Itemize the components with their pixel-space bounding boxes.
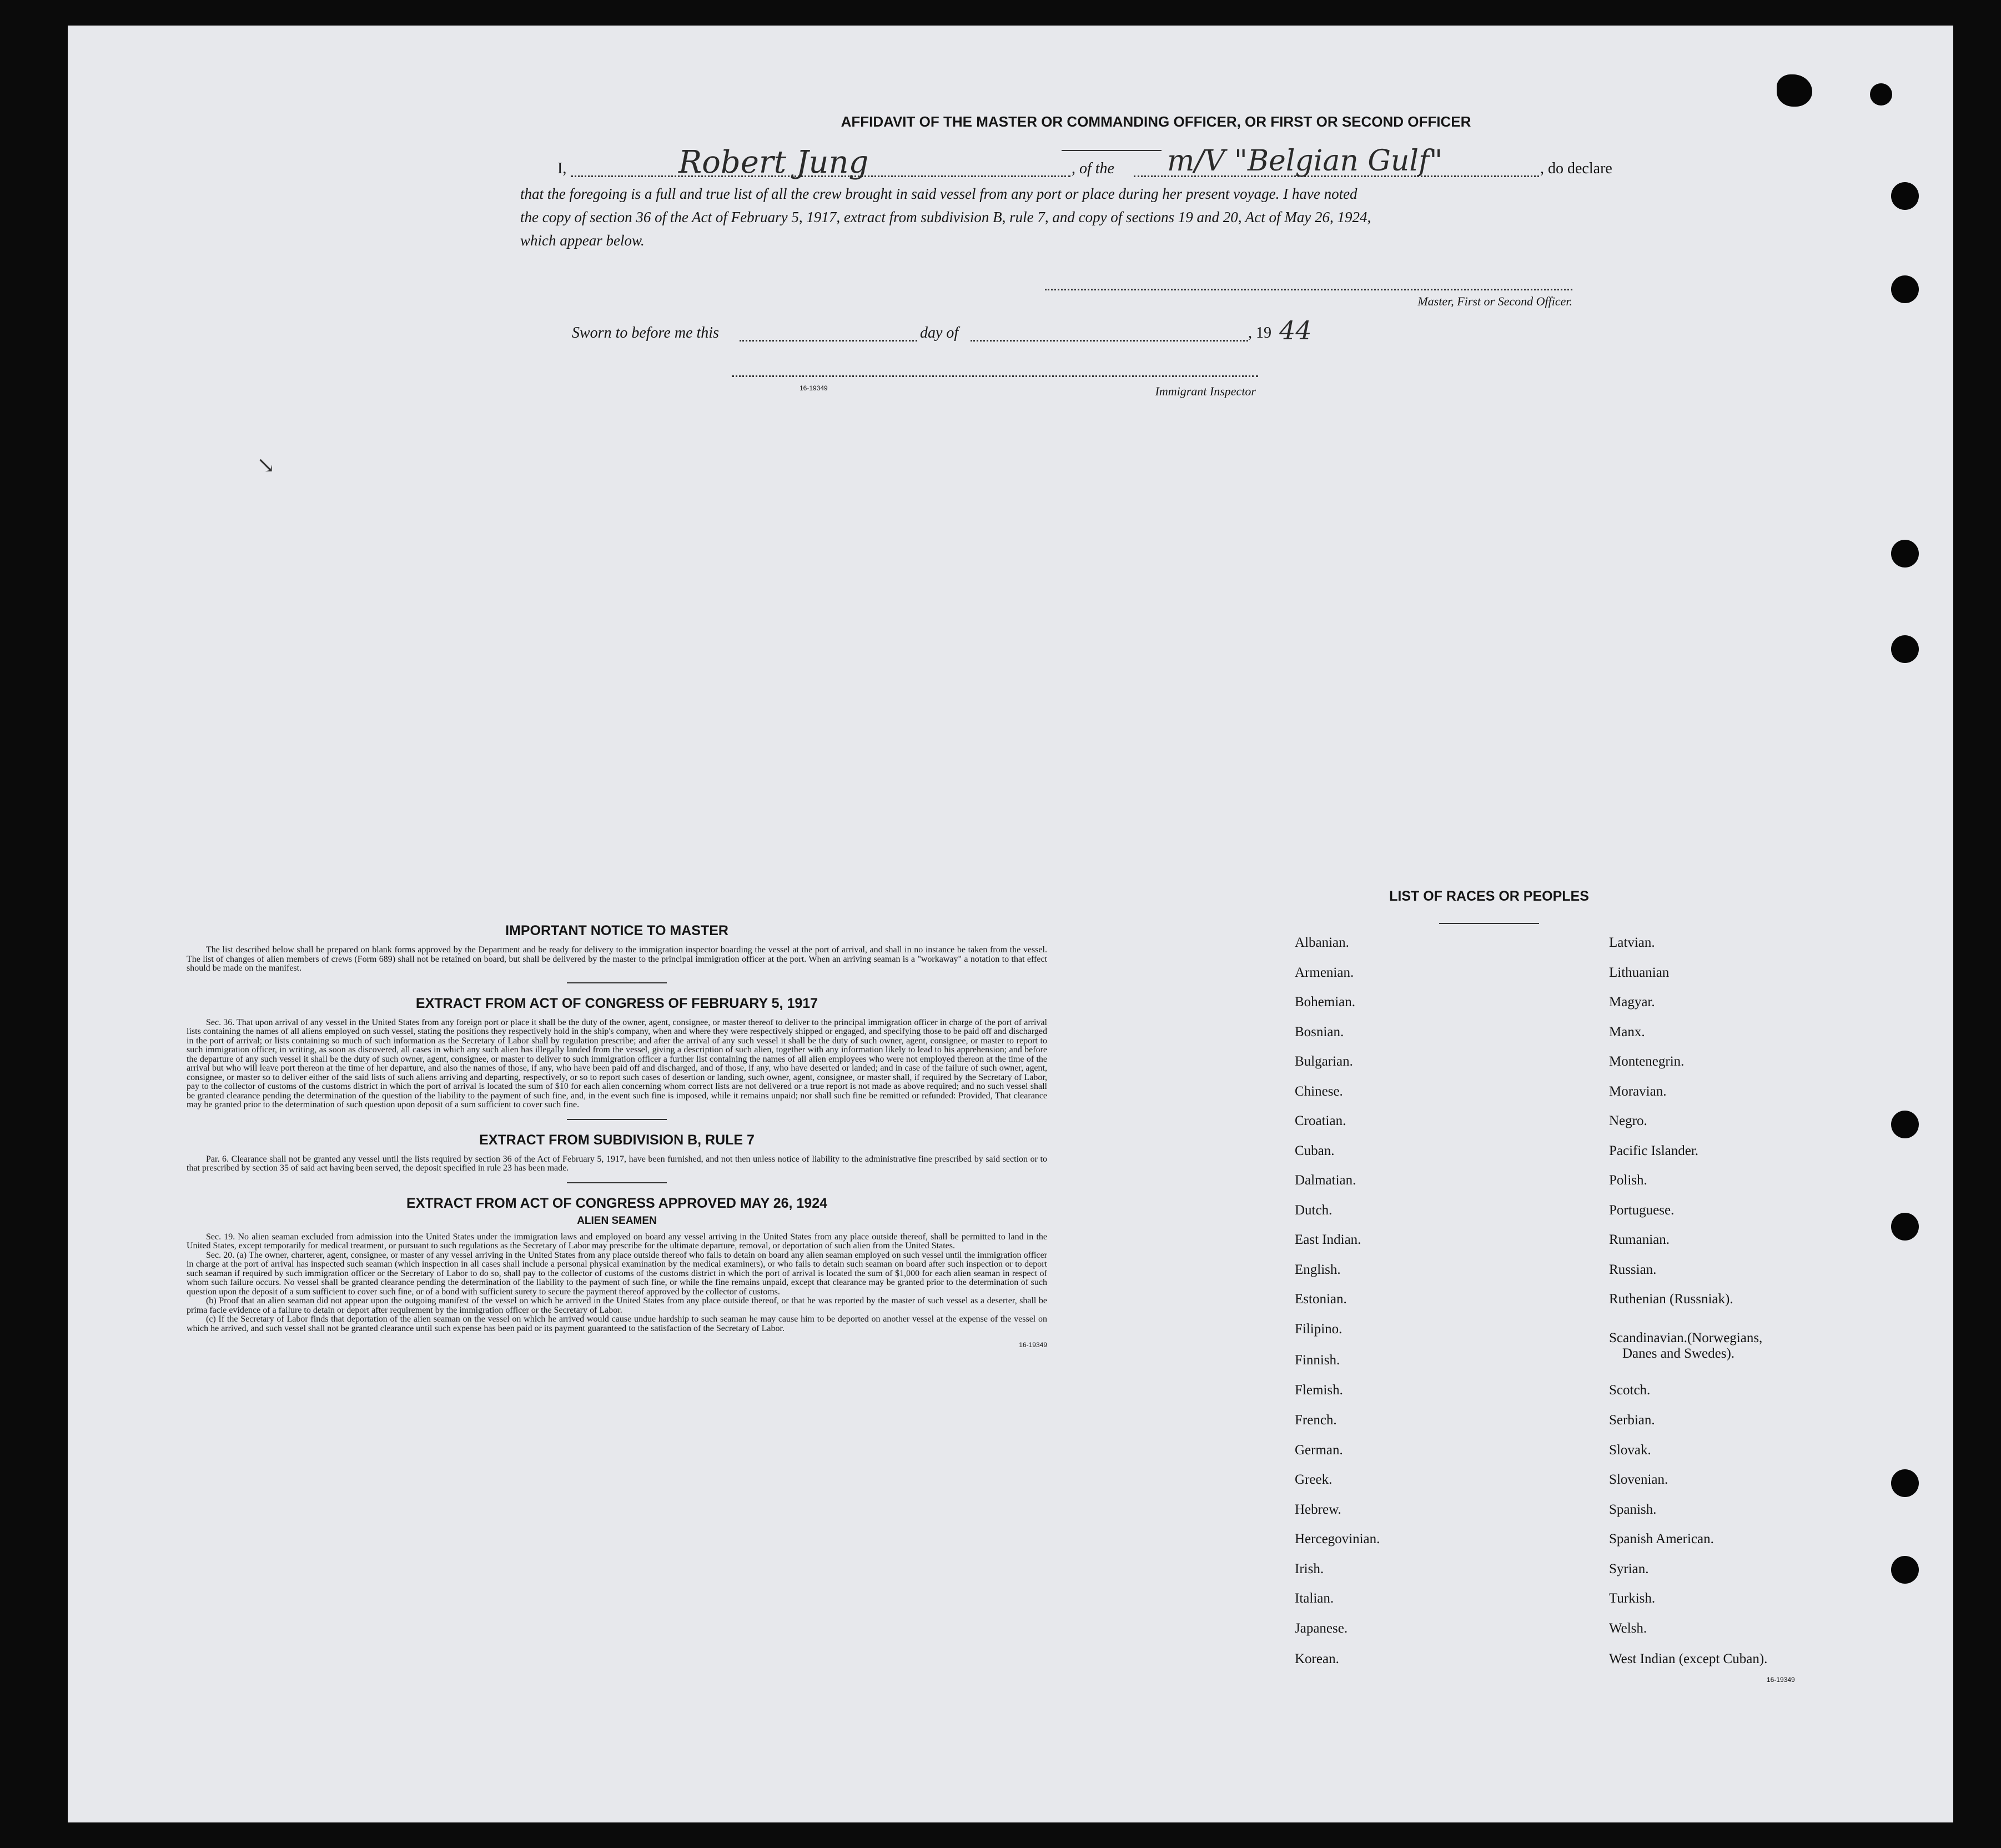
sec-20b-text: (b) Proof that an alien seaman did not appear upon the outgoing manifest of the vessel on which he arrived in the United States from any place outside thereof, or that he was reported by the master of such vessel as a deserter, shall be prima facie evidence of a failure to detain or deport after requirement by the immigration officer or the Secretary of Labor. [187, 1296, 1047, 1315]
race-left: Finnish. [1295, 1353, 1340, 1368]
race-left: Greek. [1295, 1472, 1333, 1487]
race-right: Turkish. [1609, 1591, 1656, 1606]
race-right: Lithuanian [1609, 965, 1670, 980]
sworn-month-line [971, 340, 1248, 342]
extract-rule7-title: EXTRACT FROM SUBDIVISION B, RULE 7 [479, 1132, 755, 1148]
race-left: Chinese. [1295, 1084, 1343, 1099]
race-right: Slovak. [1609, 1443, 1651, 1458]
vessel-name: m/V "Belgian Gulf" [1167, 144, 1443, 178]
race-left: Hercegovinian. [1295, 1531, 1380, 1546]
race-left: Dalmatian. [1295, 1173, 1356, 1188]
declarant-label: I, [557, 160, 567, 177]
divider [567, 982, 667, 983]
declarant-name: Robert Jung [678, 144, 869, 180]
punch-hole-icon [1870, 83, 1892, 106]
race-left: Croatian. [1295, 1113, 1346, 1128]
race-right: Ruthenian (Russniak). [1609, 1292, 1733, 1307]
races-divider [1439, 923, 1539, 924]
day-of-label: day of [920, 324, 959, 342]
stray-mark: ↘ [257, 453, 275, 478]
sec-20c-text: (c) If the Secretary of Labor finds that deportation of the alien seaman on the vessel on which he arrived would cause undue hardship to such seaman he may cause him to be deported on another vessel at the expense of the vessel on which he arrived, and such vessel shall not be granted clearance until such expense has been paid or its payment guaranteed to the satisfaction of the Secretary of Labor. [187, 1314, 1047, 1333]
race-left: English. [1295, 1262, 1341, 1277]
race-right: Negro. [1609, 1113, 1647, 1128]
race-left: Albanian. [1295, 935, 1349, 950]
document-sheet [68, 26, 1953, 1822]
affidavit-form-number: 16-19349 [800, 384, 828, 392]
race-left: Bulgarian. [1295, 1054, 1353, 1069]
declaration-line-4: which appear below. [520, 232, 645, 249]
declaration-line-2: that the foregoing is a full and true list of all the crew brought in said vessel from any port or place during her present voyage. I have noted [520, 185, 1358, 202]
punch-hole-icon [1891, 540, 1919, 568]
race-left: Flemish. [1295, 1383, 1343, 1398]
punch-hole-icon [1777, 74, 1812, 107]
race-right: Welsh. [1609, 1621, 1647, 1636]
sec-20a-text: Sec. 20. (a) The owner, charterer, agent, consignee, or master of any vessel arriving in the United States from any place outside thereof who fails to detain on board any alien seaman employed on such vessel until the immigration officer in charge at the port of arrival has inspected such seaman (which inspection in all cases shall include a personal physical examination by the medical examiners), or who fails to detain such seaman on board after such inspection or to deport such seaman if required by such immigration officer or the Secretary of Labor to do so, shall pay to the collector of customs of the customs district in which the port of arrival is located the sum of $1,000 for each alien seaman in respect of whom such failure occurs. No vessel shall be granted clearance pending the determination of the liability to the payment of such fine, or while the fine remains unpaid, except that clearance may be granted prior to the determination of such question upon the deposit of a sum sufficient to cover such fine, or of a bond with sufficient surety to secure the payment thereof approved by the collector of customs. [187, 1250, 1047, 1297]
race-left: Bohemian. [1295, 995, 1356, 1010]
legal-column [187, 923, 1047, 1349]
divider [567, 1119, 667, 1120]
race-left: Dutch. [1295, 1203, 1333, 1218]
punch-hole-icon [1891, 182, 1919, 210]
race-right: West Indian (except Cuban). [1609, 1651, 1768, 1666]
race-left: Italian. [1295, 1591, 1334, 1606]
extract-1924-subtitle: ALIEN SEAMEN [577, 1214, 657, 1227]
race-right: Magyar. [1609, 995, 1655, 1010]
race-right: Spanish American. [1609, 1531, 1714, 1546]
race-right: Scandinavian.(Norwegians, [1609, 1330, 1763, 1345]
race-right: Russian. [1609, 1262, 1657, 1277]
race-left: Armenian. [1295, 965, 1354, 980]
race-right: Moravian. [1609, 1084, 1667, 1099]
race-right: Syrian. [1609, 1561, 1649, 1576]
race-left: German. [1295, 1443, 1343, 1458]
race-right: Manx. [1609, 1025, 1645, 1040]
notice-text: The list described below shall be prepared on blank forms approved by the Department and be ready for delivery to the immigration inspector boarding the vessel at the port of arrival, and shall in no instance be taken from the vessel. The list of changes of alien members of crews (Form 689) shall not be retained on board, but shall be delivered by the master to the principal immigration officer at the port. When an arriving seaman is a "workaway" a notation to that effect should be made on the manifest. [187, 945, 1047, 973]
race-left: Cuban. [1295, 1143, 1335, 1158]
race-right: Portuguese. [1609, 1203, 1675, 1218]
sec-19-text: Sec. 19. No alien seaman excluded from admission into the United States under the immigration laws and employed on board any vessel arriving in the United States from any place outside thereof, shall be permitted to land in the United States, except temporarily for medical treatment, or pursuant to such regulations as the Secretary of Labor may prescribe for the ultimate departure, removal, or deportation of such alien from the United States. [187, 1232, 1047, 1251]
legal-form-number: 16-19349 [1019, 1341, 1047, 1349]
master-signature-line [1045, 289, 1572, 290]
race-left: Filipino. [1295, 1322, 1343, 1337]
title-divider [1062, 150, 1162, 151]
inspector-caption: Immigrant Inspector [1155, 384, 1256, 398]
race-right: Latvian. [1609, 935, 1655, 950]
race-right: Scotch. [1609, 1383, 1651, 1398]
race-right: Montenegrin. [1609, 1054, 1685, 1069]
divider [567, 1182, 667, 1183]
punch-hole-icon [1891, 635, 1919, 663]
year-handwritten: 44 [1279, 315, 1312, 345]
race-left: Japanese. [1295, 1621, 1348, 1636]
race-right: Serbian. [1609, 1413, 1655, 1428]
race-left: Korean. [1295, 1651, 1339, 1666]
races-title: LIST OF RACES OR PEOPLES [1389, 888, 1589, 904]
extract-rule7-text: Par. 6. Clearance shall not be granted any vessel until the lists required by section 36 of the Act of February 5, 1917, have been furnished, and not then unless notice of liability to the administrative fine prescribed by said section or to that prescribed by section 35 of said act having been served, the deposit specified in rule 23 has been made. [187, 1154, 1047, 1173]
do-declare-label: , do declare [1540, 160, 1612, 177]
extract-1917-text: Sec. 36. That upon arrival of any vessel in the United States from any foreign port or place it shall be the duty of the owner, agent, consignee, or master thereof to deliver to the principal immigration officer in charge of the port of arrival lists containing the names of all aliens employed on such vessel, stating the positions they respectively hold in the ship's company, when and where they were respectively shipped or engaged, and specifying those to be paid off and discharged in the port of arrival; or lists containing so much of such information as the Secretary of Labor shall by regulation prescribe; and after the arrival of any such vessel it shall be the duty of such owner, agent, consignee, or master to report to such immigration officer, in writing, as soon as discovered, all cases in which any such alien has illegally landed from the vessel, giving a description of such alien, together with any information likely to lead to his apprehension; and before the departure of any such vessel it shall be the duty of such owner, agent, consignee, or master to deliver to such immigration officer a further list containing the names of all alien employees who were not employed thereon at the time of the arrival but who will leave port thereon at the time of her departure, and also the names of those, if any, who have been paid off and discharged, and of those, if any, who have deserted or landed; and in case of the failure of such owner, agent, consignee, or master so to deliver either of the said lists of such aliens arriving and departing, respectively, or so to report such cases of desertion or landing, such owner, agent, consignee, or master shall, if required by the Secretary of Labor, pay to the collector of customs of the customs district in which the port of arrival is located the sum of $10 for each alien concerning whom correct lists are not delivered or a true report is not made as above required; and no such vessel shall be granted clearance pending the determination of the question of the liability to the payment of such fine, and, in the event such fine is imposed, while it remains unpaid; nor shall such fine be remitted or refunded: Provided, That clearance may be granted prior to the determination of such question upon deposit of a sum sufficient to cover such fine. [187, 1017, 1047, 1109]
punch-hole-icon [1891, 1111, 1919, 1138]
punch-hole-icon [1891, 1213, 1919, 1241]
sworn-label: Sworn to before me this [572, 324, 719, 342]
race-right: Polish. [1609, 1173, 1647, 1188]
race-right: Danes and Swedes). [1622, 1346, 1735, 1361]
year-prefix: , 19 [1248, 324, 1271, 342]
master-caption: Master, First or Second Officer. [1417, 294, 1572, 308]
extract-1924-title: EXTRACT FROM ACT OF CONGRESS APPROVED MAY 26, 1924 [406, 1195, 828, 1211]
race-left: Estonian. [1295, 1292, 1347, 1307]
affidavit-title: AFFIDAVIT OF THE MASTER OR COMMANDING OFFICER, OR FIRST OR SECOND OFFICER [841, 113, 1471, 130]
of-the-label: , of the [1072, 160, 1114, 177]
race-right: Rumanian. [1609, 1232, 1670, 1247]
sworn-day-line [740, 340, 917, 342]
punch-hole-icon [1891, 1556, 1919, 1584]
race-left: Bosnian. [1295, 1025, 1344, 1040]
race-left: Irish. [1295, 1561, 1324, 1576]
race-left: Hebrew. [1295, 1502, 1341, 1517]
race-left: East Indian. [1295, 1232, 1361, 1247]
notice-title: IMPORTANT NOTICE TO MASTER [505, 923, 728, 938]
punch-hole-icon [1891, 1469, 1919, 1497]
declaration-line-3: the copy of section 36 of the Act of February 5, 1917, extract from subdivision B, rule 7, and copy of sections 19 and 20, Act of May 26, 1924, [520, 209, 1371, 225]
race-right: Pacific Islander. [1609, 1143, 1699, 1158]
race-right: Slovenian. [1609, 1472, 1668, 1487]
races-form-number: 16-19349 [1767, 1676, 1795, 1684]
punch-hole-icon [1891, 275, 1919, 303]
extract-1917-title: EXTRACT FROM ACT OF CONGRESS OF FEBRUARY 5, 1917 [415, 995, 818, 1011]
race-left: French. [1295, 1413, 1337, 1428]
inspector-signature-line [732, 375, 1258, 377]
race-right: Spanish. [1609, 1502, 1657, 1517]
